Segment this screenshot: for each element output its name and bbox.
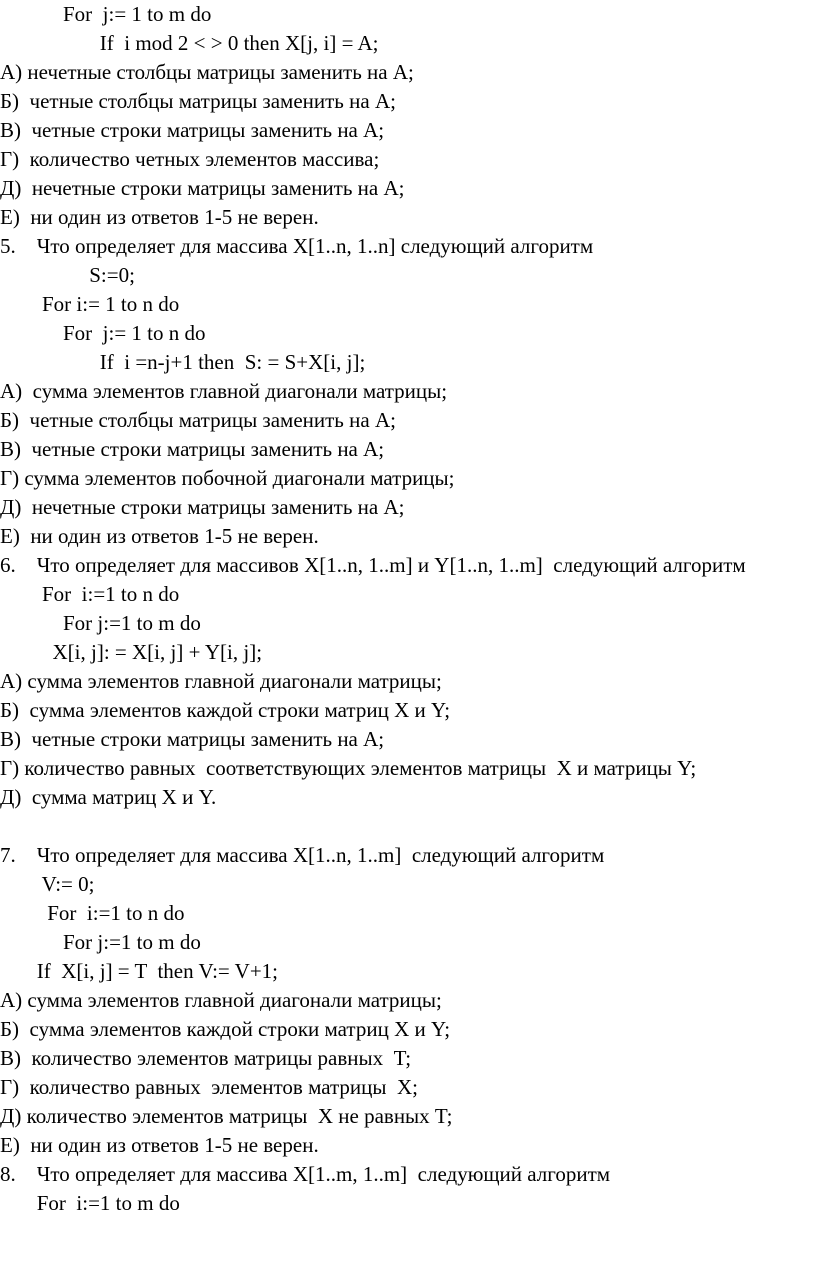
answer-option: А) сумма элементов главной диагонали матрицы; <box>0 988 442 1012</box>
question-heading: 5. Что определяет для массива X[1..n, 1..n] следующий алгоритм <box>0 234 594 258</box>
code-line: For j:= 1 to m do <box>0 2 212 26</box>
answer-option: Б) сумма элементов каждой строки матриц X и Y; <box>0 1017 451 1041</box>
code-line: If i mod 2 < > 0 then X[j, i] = A; <box>0 31 379 55</box>
code-line: S:=0; <box>0 263 135 287</box>
code-line: If i =n-j+1 then S: = S+X[i, j]; <box>0 350 366 374</box>
answer-option: Б) сумма элементов каждой строки матриц X и Y; <box>0 698 451 722</box>
answer-option: А) нечетные столбцы матрицы заменить на А; <box>0 60 414 84</box>
answer-option: Д) сумма матриц X и Y. <box>0 785 217 809</box>
answer-option: Е) ни один из ответов 1-5 не верен. <box>0 524 319 548</box>
answer-option: Б) четные столбцы матрицы заменить на А; <box>0 89 396 113</box>
answer-option: А) сумма элементов главной диагонали матрицы; <box>0 669 442 693</box>
code-line: For i:=1 to m do <box>0 1191 180 1215</box>
answer-option: Д) нечетные строки матрицы заменить на А; <box>0 495 405 519</box>
question-heading: 8. Что определяет для массива X[1..m, 1..m] следующий алгоритм <box>0 1162 611 1186</box>
code-line: V:= 0; <box>0 872 95 896</box>
answer-option: В) четные строки матрицы заменить на А; <box>0 727 385 751</box>
code-line: For j:= 1 to n do <box>0 321 206 345</box>
code-line: For i:=1 to n do <box>0 582 180 606</box>
code-line: If X[i, j] = T then V:= V+1; <box>0 959 278 983</box>
code-line: For j:=1 to m do <box>0 930 201 954</box>
answer-option: Е) ни один из ответов 1-5 не верен. <box>0 1133 319 1157</box>
answer-option: Е) ни один из ответов 1-5 не верен. <box>0 205 319 229</box>
question-heading: 7. Что определяет для массива X[1..n, 1..m] следующий алгоритм <box>0 843 605 867</box>
answer-option: Б) четные столбцы матрицы заменить на А; <box>0 408 396 432</box>
answer-option: В) количество элементов матрицы равных T; <box>0 1046 412 1070</box>
answer-option: В) четные строки матрицы заменить на А; <box>0 437 385 461</box>
code-line: For j:=1 to m do <box>0 611 201 635</box>
answer-option: Г) сумма элементов побочной диагонали матрицы; <box>0 466 455 490</box>
code-line: X[i, j]: = X[i, j] + Y[i, j]; <box>0 640 263 664</box>
code-line: For i:= 1 to n do <box>0 292 180 316</box>
answer-option: Г) количество четных элементов массива; <box>0 147 380 171</box>
answer-option: В) четные строки матрицы заменить на А; <box>0 118 385 142</box>
code-line: For i:=1 to n do <box>0 901 185 925</box>
answer-option: Д) количество элементов матрицы X не равных T; <box>0 1104 453 1128</box>
answer-option: Г) количество равных соответствующих элементов матрицы X и матрицы Y; <box>0 756 697 780</box>
answer-option: А) сумма элементов главной диагонали матрицы; <box>0 379 448 403</box>
question-heading: 6. Что определяет для массивов X[1..n, 1..m] и Y[1..n, 1..m] следующий алгоритм <box>0 553 746 577</box>
answer-option: Д) нечетные строки матрицы заменить на А; <box>0 176 405 200</box>
answer-option: Г) количество равных элементов матрицы X; <box>0 1075 419 1099</box>
